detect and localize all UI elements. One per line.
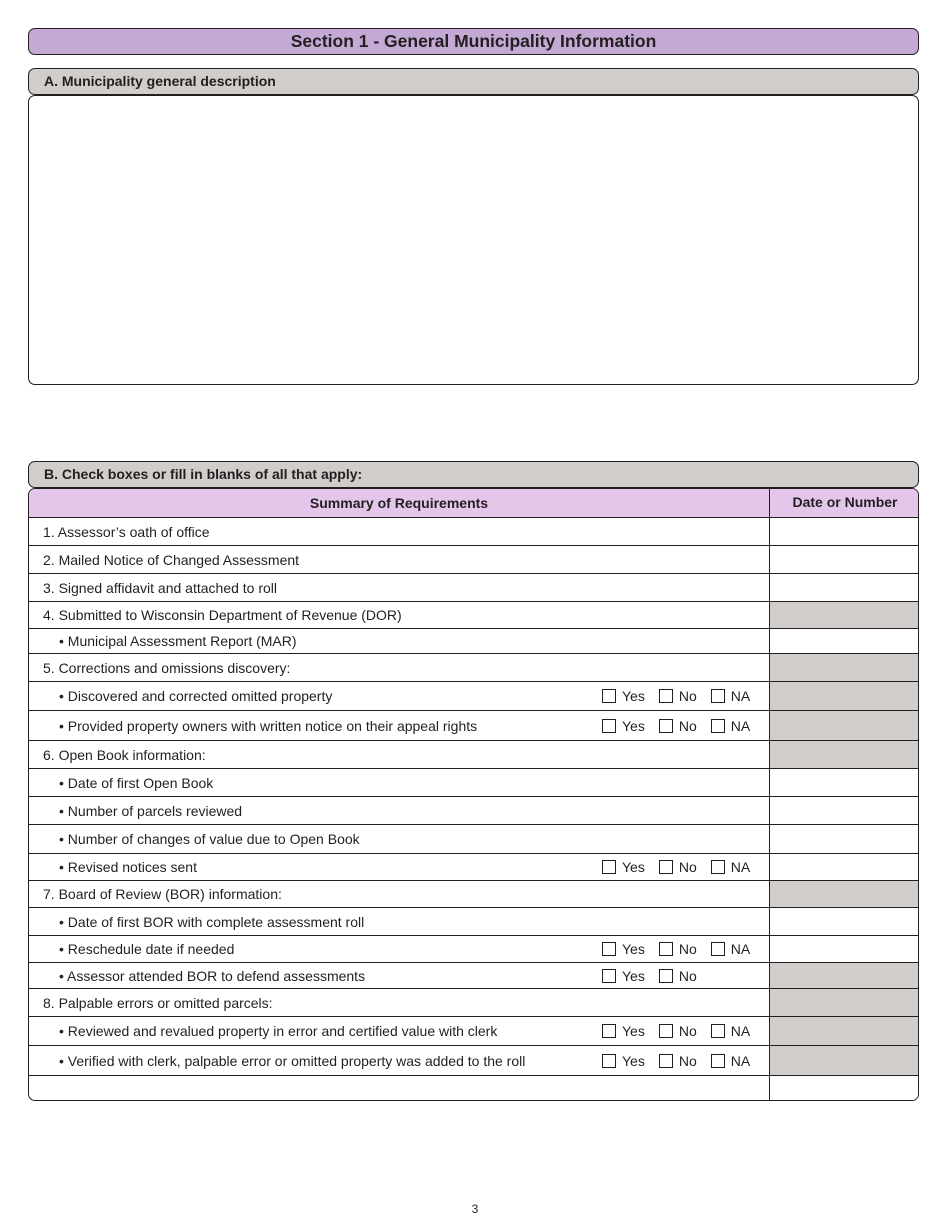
yes-checkbox[interactable]: [602, 1054, 616, 1068]
part-b-heading: B. Check boxes or fill in blanks of all that apply:: [28, 461, 919, 488]
date-or-number-field[interactable]: [769, 825, 919, 853]
yes-label: Yes: [622, 859, 645, 875]
requirement-label: • Reviewed and revalued property in error and certified value with clerk: [59, 1023, 498, 1039]
date-or-number-field[interactable]: [769, 518, 919, 545]
requirement-label: • Reschedule date if needed: [59, 941, 235, 957]
table-row: [29, 653, 918, 681]
requirement-label: [29, 1076, 769, 1100]
no-option: [659, 968, 697, 984]
summary-column-header: Summary of Requirements: [309, 495, 489, 511]
requirement-label: 3. Signed affidavit and attached to roll: [43, 579, 278, 596]
requirement-label: • Discovered and corrected omitted property: [59, 688, 333, 704]
no-checkbox[interactable]: [659, 969, 673, 983]
table-row: [29, 880, 918, 907]
no-label: No: [678, 941, 697, 957]
requirement-label: 8. Palpable errors or omitted parcels:: [43, 994, 273, 1011]
na-option: [711, 859, 750, 875]
table-row: [29, 796, 918, 824]
table-row: [29, 1016, 918, 1045]
date-cell-disabled: [769, 654, 919, 681]
date-cell-disabled: [769, 602, 919, 628]
date-cell-disabled: [769, 1046, 919, 1075]
date-or-number-field[interactable]: [769, 629, 919, 653]
no-checkbox[interactable]: [659, 1054, 673, 1068]
requirement-label: • Number of changes of value due to Open Book: [59, 831, 360, 847]
no-label: No: [678, 967, 697, 984]
yes-option: [602, 859, 645, 875]
part-a-heading: A. Municipality general description: [28, 68, 919, 95]
yes-no-na-options: [602, 854, 764, 880]
municipality-description-field[interactable]: [28, 95, 919, 385]
no-option: [659, 718, 697, 734]
blank-row: [29, 1075, 918, 1100]
table-row: [29, 935, 918, 962]
date-cell-disabled: [769, 963, 919, 988]
na-checkbox[interactable]: [711, 942, 725, 956]
no-label: No: [678, 859, 697, 875]
requirement-label: • Assessor attended BOR to defend assessments: [59, 967, 366, 984]
date-cell-disabled: [769, 989, 919, 1016]
na-label: NA: [730, 1023, 751, 1039]
date-cell-disabled: [769, 711, 919, 740]
yes-label: Yes: [622, 688, 645, 704]
yes-no-na-options: [602, 936, 764, 962]
yes-no-na-options: [602, 1046, 764, 1075]
requirement-label: 6. Open Book information:: [43, 746, 206, 763]
yes-checkbox[interactable]: [602, 719, 616, 733]
date-cell-disabled: [769, 682, 919, 710]
yes-label: Yes: [622, 967, 645, 984]
no-option: [659, 941, 697, 957]
na-checkbox[interactable]: [711, 1024, 725, 1038]
table-row: [29, 628, 918, 653]
requirement-label: • Municipal Assessment Report (MAR): [59, 633, 297, 649]
na-label: NA: [730, 688, 751, 704]
table-row: [29, 545, 918, 573]
requirement-label: • Provided property owners with written notice on their appeal rights: [59, 717, 478, 734]
date-cell-disabled: [769, 1017, 919, 1045]
date-or-number-field[interactable]: [769, 574, 919, 601]
table-row: [29, 907, 918, 935]
no-label: No: [678, 717, 697, 734]
table-header-row: [29, 489, 918, 517]
no-checkbox[interactable]: [659, 1024, 673, 1038]
requirement-label: 7. Board of Review (BOR) information:: [43, 886, 282, 902]
no-option: [659, 859, 697, 875]
no-label: No: [678, 1023, 697, 1039]
table-row: [29, 601, 918, 628]
requirement-label: • Number of parcels reviewed: [59, 802, 243, 819]
yes-option: [602, 1023, 645, 1039]
table-row: [29, 573, 918, 601]
requirement-label: 4. Submitted to Wisconsin Department of Revenue (DOR): [43, 607, 402, 623]
date-or-number-field[interactable]: [769, 1076, 919, 1100]
date-column-header: Date or Number: [769, 489, 919, 517]
table-row: [29, 824, 918, 853]
yes-label: Yes: [622, 1052, 645, 1069]
date-or-number-field[interactable]: [769, 769, 919, 796]
requirement-label: • Revised notices sent: [59, 859, 197, 875]
section-title: Section 1 - General Municipality Information: [28, 28, 919, 55]
table-row: [29, 710, 918, 740]
yes-option: [602, 688, 645, 704]
na-checkbox[interactable]: [711, 860, 725, 874]
no-option: [659, 1053, 697, 1069]
date-or-number-field[interactable]: [769, 908, 919, 935]
na-option: [711, 1023, 750, 1039]
yes-checkbox[interactable]: [602, 689, 616, 703]
page-number: 3: [471, 1202, 479, 1216]
yes-checkbox[interactable]: [602, 860, 616, 874]
requirement-label: 5. Corrections and omissions discovery:: [43, 659, 291, 676]
yes-label: Yes: [622, 717, 645, 734]
table-row: [29, 853, 918, 880]
na-checkbox[interactable]: [711, 1054, 725, 1068]
na-option: [711, 718, 750, 734]
requirement-label: 1. Assessor’s oath of office: [43, 523, 210, 540]
yes-checkbox[interactable]: [602, 942, 616, 956]
no-option: [659, 688, 697, 704]
no-checkbox[interactable]: [659, 942, 673, 956]
yes-label: Yes: [622, 1023, 645, 1039]
yes-label: Yes: [622, 941, 645, 957]
yes-checkbox[interactable]: [602, 969, 616, 983]
yes-no-na-options: [602, 1017, 764, 1045]
no-checkbox[interactable]: [659, 689, 673, 703]
requirement-label: • Date of first BOR with complete assessment roll: [59, 913, 365, 930]
no-checkbox[interactable]: [659, 719, 673, 733]
table-row: [29, 988, 918, 1016]
yes-no-na-options: [602, 711, 764, 740]
na-option: [711, 1053, 750, 1069]
na-label: NA: [730, 941, 751, 957]
no-option: [659, 1023, 697, 1039]
na-label: NA: [730, 717, 751, 734]
na-label: NA: [730, 1052, 751, 1069]
date-or-number-field[interactable]: [769, 854, 919, 880]
yes-option: [602, 1053, 645, 1069]
requirement-label: 2. Mailed Notice of Changed Assessment: [43, 551, 300, 568]
requirement-label: • Verified with clerk, palpable error or omitted property was added to the roll: [59, 1052, 526, 1069]
no-label: No: [678, 688, 697, 704]
requirements-table: [28, 488, 919, 1101]
na-option: [711, 941, 750, 957]
date-or-number-field[interactable]: [769, 797, 919, 824]
yes-checkbox[interactable]: [602, 1024, 616, 1038]
yes-option: [602, 968, 645, 984]
table-row: [29, 681, 918, 710]
table-row: [29, 1045, 918, 1075]
na-checkbox[interactable]: [711, 689, 725, 703]
yes-option: [602, 718, 645, 734]
no-checkbox[interactable]: [659, 860, 673, 874]
date-or-number-field[interactable]: [769, 936, 919, 962]
yes-no-na-options: [602, 963, 711, 988]
date-cell-disabled: [769, 741, 919, 768]
no-label: No: [678, 1052, 697, 1069]
table-row: [29, 768, 918, 796]
yes-option: [602, 941, 645, 957]
requirement-label: • Date of first Open Book: [59, 774, 214, 791]
table-row: [29, 517, 918, 545]
date-cell-disabled: [769, 881, 919, 907]
na-label: NA: [730, 859, 751, 875]
table-row: [29, 740, 918, 768]
table-row: [29, 962, 918, 988]
date-or-number-field[interactable]: [769, 546, 919, 573]
na-option: [711, 688, 750, 704]
na-checkbox[interactable]: [711, 719, 725, 733]
yes-no-na-options: [602, 682, 764, 710]
